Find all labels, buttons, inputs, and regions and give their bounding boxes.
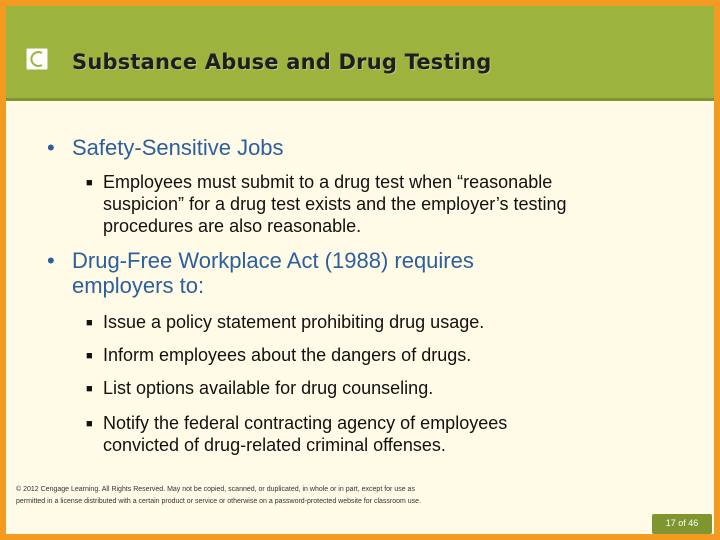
square-bullet-icon: ■ [86, 383, 93, 395]
slide-logo-icon [26, 48, 48, 70]
bullet-dot-icon: • [47, 248, 55, 273]
subitem-line: Issue a policy statement prohibiting drug usage. [103, 312, 485, 332]
bullet-line: Drug-Free Workplace Act (1988) requires [72, 248, 474, 273]
slide [6, 6, 714, 534]
bullet-dot-icon: • [47, 135, 55, 160]
subitem-line: convicted of drug-related criminal offenses. [103, 435, 446, 455]
subitem-line: suspicion” for a drug test exists and the employer’s testing [103, 194, 567, 214]
square-bullet-icon: ■ [86, 177, 93, 189]
title-bar [6, 6, 714, 101]
copyright-line: © 2012 Cengage Learning. All Rights Reserved. May not be copied, scanned, or duplicated, in whole or in part, except for use as [16, 486, 415, 493]
slide-title: Substance Abuse and Drug Testing [72, 50, 492, 74]
page-indicator [652, 514, 712, 534]
subitem-line: Notify the federal contracting agency of employees [103, 413, 508, 433]
subitem-line: procedures are also reasonable. [103, 216, 362, 236]
page-total: 46 [688, 518, 699, 528]
bullet-line: employers to: [72, 273, 205, 298]
page-of: of [678, 518, 686, 528]
copyright-notice [16, 484, 576, 508]
subitem-line: List options available for drug counseling. [103, 378, 434, 398]
square-bullet-icon: ■ [86, 317, 93, 329]
square-bullet-icon: ■ [86, 350, 93, 362]
page-current: 17 [665, 518, 676, 528]
square-bullet-icon: ■ [86, 418, 93, 430]
bullet-text: Safety-Sensitive Jobs [72, 135, 284, 160]
copyright-line: permitted in a license distributed with a certain product or service or otherwise on a password-protected website for classroom use. [16, 498, 422, 505]
subitem-line: Employees must submit to a drug test when “reasonable [103, 172, 553, 192]
subitem-line: Inform employees about the dangers of drugs. [103, 345, 472, 365]
